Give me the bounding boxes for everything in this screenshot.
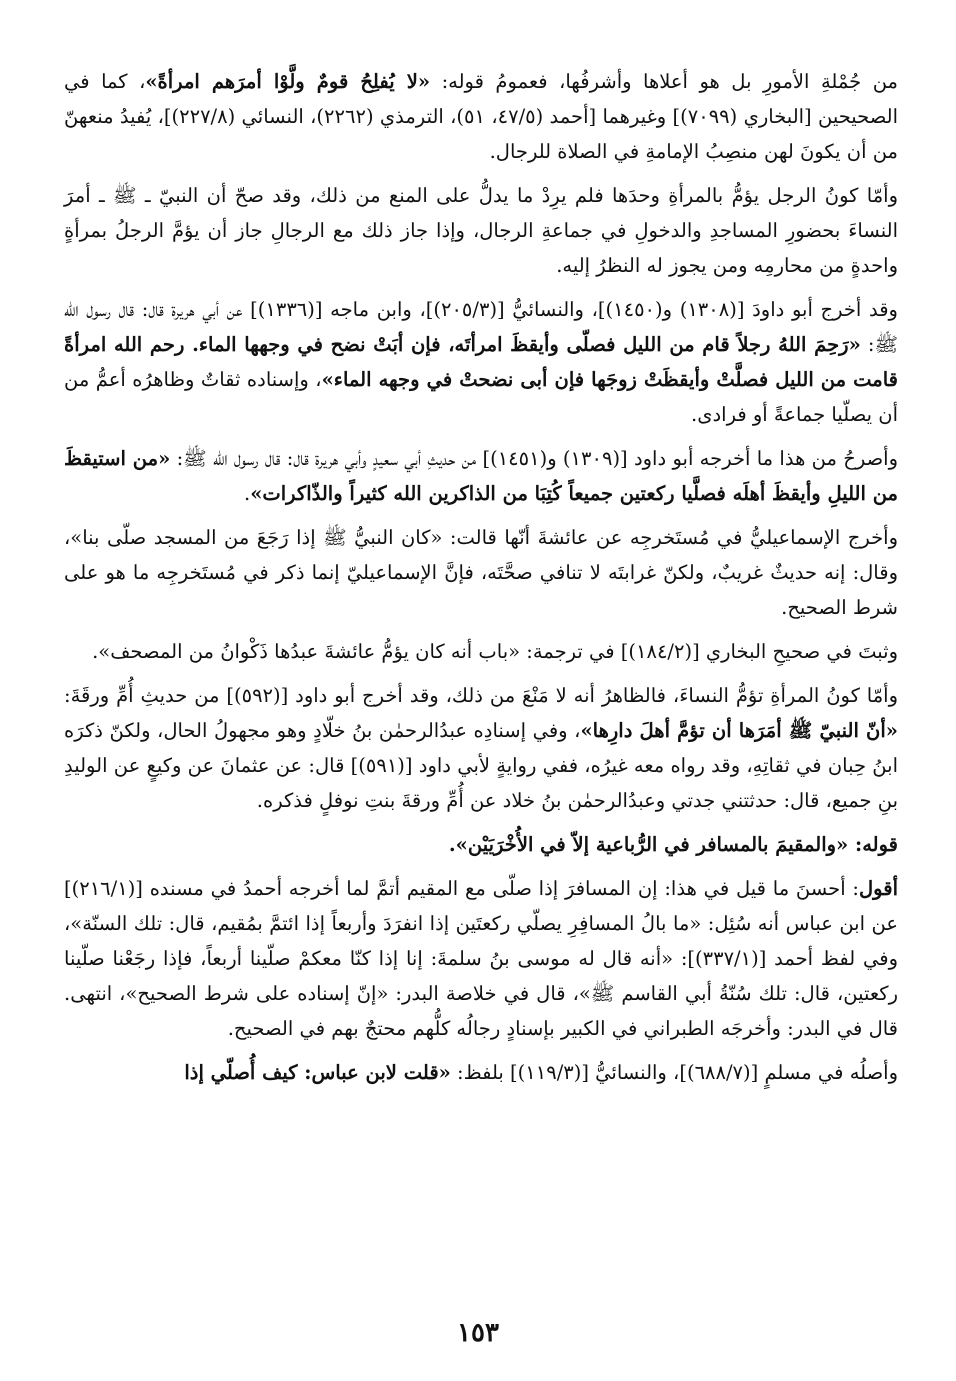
text-segment: : أحسنَ ما قيل في هذا: إن المسافرَ إذا صلّى مع المقيم أتمَّ لما أخرجه أحمدُ في مسنده [(٢١٦/١)] عن ابن عباس أنه سُئِل: «ما بالُ المسافِرِ يصلّي ركعتَين إذا انفرَدَ وأربعاً إذا ائتمَّ بمُقيم، قال: تلك السنّة»، وفي لفظ أحمد [(٣٣٧/١)]: «أنه قال له موسى بنُ سلمةَ: إنا إذا كنّا معكمْ صلّينا أربعاً، فإذا رجَعْنا صلّينا ركعتين، قال: تلك سُنّةُ أبي القاسم ﷺ»، قال في خلاصة البدر: «إنّ إسناده على شرط الصحيح»، انتهى. قال في البدر: وأخرجَه الطبراني في الكبير بإسنادٍ رجالُه كلُّهم محتجٌ بهم في الصحيح. (64, 877, 898, 1040)
text-segment: ، وفي إسنادِه عبدُالرحمٰن بنُ خلّادٍ وهو مجهولُ الحال، ولكنّ ذكرَه ابنُ حِبان في ثقاتِهِ، وقد رواه معه غيرُه، ففي روايةٍ لأبي داود [(٥٩١)] قال: عن عثمانَ عن وكيعٍ عن الوليدِ بنِ جميع، قال: حدثتني جدتي وعبدُالرحمٰن بنُ خلاد عن أُمِّ ورقةَ بنتِ نوفلٍ فذكره. (64, 719, 898, 812)
text-segment: ، كما في الصحيحين [البخاري (٧٠٩٩)] وغيرهما [أحمد (٤٧/٥، ٥١)، الترمذي (٢٢٦٢)، النسائي (٢٢٧/٨)]، يُفيدُ منعهنّ من أن يكونَ لهن منصِبُ الإمامةِ في الصلاة للرجال. (64, 70, 899, 163)
text-segment: وأخرج الإسماعيليُّ في مُستَخرجِه عن عائشةَ أنّها قالت: «كان النبيُّ ﷺ إذا رَجَعَ من المسجد صلّى بنا»، وقال: إنه حديثٌ غريبٌ، ولكنّ غرابتَه لا تنافي صحَّتَه، فإنَّ الإسماعيليّ إنما ذكر في مُستَخرجِه ما هو على شرط الصحيح. (64, 526, 898, 619)
text-segment: وأصلُه في مسلمٍ [(٦٨٨/٧)]، والنسائيُّ [(١١٩/٣)] بلفظ: (450, 1061, 898, 1084)
bold-text-segment: أقول (859, 877, 898, 900)
bold-text-segment: «من استيقظَ من الليلِ وأيقظَ أهلَه فصلَّيا ركعتين جميعاً كُتِبَا من الذاكرين الله كثيراً والذّاكرات» (64, 447, 898, 505)
text-segment: وأصرحُ من هذا ما أخرجه أبو داود [(١٣٠٩) و(١٤٥١)] من حديثِ أبي سعيدٍ وأبي هريرة قال: قال رسول الله ﷺ: (170, 447, 898, 470)
text-segment: وثبتَ في صحيحِ البخاري [(١٨٤/٢)] في ترجمة: «باب أنه كان يؤمُّ عائشةَ عبدُها ذَكْوانُ من المصحف». (92, 640, 898, 663)
paragraph (64, 441, 898, 511)
text-segment: ، وإسناده ثقاتٌ وظاهرُه أعمُّ من أن يصلّيا جماعةً أو فرادى. (64, 368, 898, 426)
text-segment: من جُمْلةِ الأمورِ بل هو أعلاها وأشرفُها، فعمومُ قوله: (430, 70, 898, 93)
paragraph (64, 634, 898, 669)
paragraph (64, 64, 898, 169)
text-segment: . (243, 482, 251, 505)
text-segment: وقد أخرج أبو داودَ [(١٣٠٨) و(١٤٥٠)]، والنسائيُّ [(٢٠٥/٣)]، وابن ماجه [(١٣٣٦)] عن أبي هريرة قال: قال رسول الله ﷺ: (64, 298, 899, 356)
paragraph (64, 292, 898, 432)
paragraph (64, 520, 898, 625)
paragraph (64, 178, 898, 283)
text-segment: وأمّا كونُ المرأةِ تؤمُّ النساءَ، فالظاهرُ أنه لا مَنْعَ من ذلك، وقد أخرج أبو داود [(٥٩٢)] من حديثِ أُمِّ ورقَةَ: (64, 684, 898, 707)
bold-text-segment: قوله: «والمقيمَ بالمسافر في الرُّباعية إلاّ في الأُخْرَيَيْن». (448, 833, 898, 856)
bold-text-segment: «أنّ النبيّ ﷺ أمَرَها أن تؤمَّ أهلَ دارِها» (580, 719, 898, 742)
paragraph (64, 1055, 898, 1090)
bold-text-segment: «لا يُفلِحُ قومٌ ولَّوْا أمرَهم امرأةً» (145, 70, 431, 93)
paragraph (64, 827, 898, 862)
page-number: ١٥٣ (457, 1318, 499, 1348)
page-body (64, 64, 898, 1090)
bold-text-segment: «قلت لابن عباس: كيف أُصلّي إذا (184, 1061, 451, 1084)
bold-text-segment: «رَحِمَ اللهُ رجلاً قام من الليل فصلّى وأيقظَ امرأتَه، فإن أبَتْ نضح في وجهها الماء. رحم الله امرأةً قامت من الليل فصلَّتْ وأيقظَتْ زوجَها فإن أبى نضحتْ في وجهه الماء» (64, 333, 899, 391)
paragraph (64, 678, 898, 818)
paragraph (64, 871, 898, 1046)
text-segment: وأمّا كونُ الرجل يؤمُّ بالمرأةِ وحدَها فلم يرِدْ ما يدلُّ على المنع من ذلك، وقد صحّ أن النبيّ ـ ﷺ ـ أمرَ النساءَ بحضورِ المساجدِ والدخولِ في جماعةِ الرجال، وإذا جاز ذلك مع الرجالِ جاز أن يؤمَّ الرجلُ بمرأةٍ واحدةٍ من محارمِه ومن يجوز له النظرُ إليه. (64, 184, 898, 277)
